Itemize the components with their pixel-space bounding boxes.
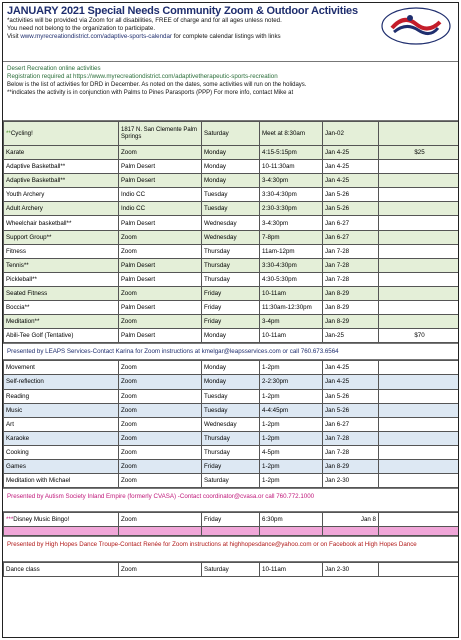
cost-cell [379, 315, 460, 329]
day-cell: Friday [202, 513, 260, 527]
time-cell: 6:30pm [260, 513, 323, 527]
activity-cell: Meditation** [4, 315, 119, 329]
table-row [4, 146, 460, 160]
cost-cell [379, 445, 460, 459]
visit-suffix: for complete calendar listings with links [173, 33, 281, 40]
cost-cell [379, 375, 460, 389]
location-cell: Zoom [119, 230, 202, 244]
location-cell: Palm Desert [119, 216, 202, 230]
dates-cell: Jan-25 [323, 329, 379, 343]
activity-cell: Tennis** [4, 258, 119, 272]
organization-logo-icon [380, 6, 452, 46]
time-cell: 10-11am [260, 286, 323, 300]
page-title: JANUARY 2021 Special Needs Community Zoom & Outdoor Activities [7, 5, 358, 17]
intro-line-2: You need not belong to the organization to participate. [7, 25, 156, 32]
cost-cell [379, 389, 460, 403]
day-cell: Saturday [202, 474, 260, 488]
location-cell: Palm Desert [119, 160, 202, 174]
location-cell: Zoom [119, 417, 202, 431]
cost-cell [379, 513, 460, 527]
table-row [4, 563, 460, 577]
activity-cell: Boccia** [4, 301, 119, 315]
dates-cell: Jan 5-26 [323, 188, 379, 202]
high-hopes-activities-table [3, 562, 459, 577]
time-cell: 4-4:45pm [260, 403, 323, 417]
activity-cell: Adaptive Basketball** [4, 160, 119, 174]
page-header [3, 3, 458, 61]
cost-cell [379, 417, 460, 431]
dates-cell: Jan-02 [323, 122, 379, 146]
table-row [4, 272, 460, 286]
dates-cell: Jan 5-26 [323, 389, 379, 403]
divider-cell [323, 527, 379, 536]
day-cell: Monday [202, 361, 260, 375]
location-cell: Zoom [119, 563, 202, 577]
location-cell: Zoom [119, 375, 202, 389]
desert-recreation-section [3, 61, 458, 121]
time-cell: 1-2pm [260, 389, 323, 403]
location-cell: Zoom [119, 361, 202, 375]
day-cell: Friday [202, 459, 260, 473]
pink-divider-row [4, 527, 460, 536]
activity-cell: Meditation with Michael [4, 474, 119, 488]
location-cell: Palm Desert [119, 301, 202, 315]
day-cell: Thursday [202, 258, 260, 272]
cost-cell [379, 188, 460, 202]
dates-cell: Jan 2-30 [323, 474, 379, 488]
activity-cell: Dance class [4, 563, 119, 577]
location-cell: Zoom [119, 474, 202, 488]
registration-link[interactable]: Registration required at https://www.myrecreationdistrict.com/adaptivetherapeutic-sports-recreation [7, 73, 278, 80]
high-hopes-banner: Presented by High Hopes Dance Troupe-Contact Renée for Zoom instructions at highhopesdance@yahoo.com or on Facebook at High Hopes Dance [3, 536, 458, 562]
day-cell: Friday [202, 301, 260, 315]
cost-cell [379, 301, 460, 315]
activity-cell: Music [4, 403, 119, 417]
location-cell: Indio CC [119, 188, 202, 202]
table-row [4, 286, 460, 300]
dates-cell: Jan 7-28 [323, 431, 379, 445]
visit-prefix: Visit [7, 33, 19, 40]
location-cell: 1817 N. San Clemente Palm Springs [119, 122, 202, 146]
table-row [4, 459, 460, 473]
dates-cell: Jan 8-29 [323, 286, 379, 300]
cost-cell [379, 431, 460, 445]
day-cell: Friday [202, 315, 260, 329]
activity-cell: Art [4, 417, 119, 431]
table-row [4, 122, 460, 146]
activity-cell: Movement [4, 361, 119, 375]
activity-cell: Cooking [4, 445, 119, 459]
day-cell: Monday [202, 375, 260, 389]
table-row [4, 389, 460, 403]
dates-cell: Jan 8-29 [323, 315, 379, 329]
table-row [4, 188, 460, 202]
time-cell: 3:30-4:30pm [260, 188, 323, 202]
autism-activities-table [3, 512, 459, 536]
table-row [4, 445, 460, 459]
location-cell: Zoom [119, 146, 202, 160]
divider-cell [119, 527, 202, 536]
dates-cell: Jan 5-26 [323, 202, 379, 216]
location-cell: Zoom [119, 244, 202, 258]
location-cell: Palm Desert [119, 258, 202, 272]
time-cell: 7-8pm [260, 230, 323, 244]
calendar-link[interactable]: www.myrecreationdistrict.com/adaptive-sports-calendar [20, 33, 172, 40]
time-cell: 3-4:30pm [260, 216, 323, 230]
time-cell: 11am-12pm [260, 244, 323, 258]
dates-cell: Jan 7-28 [323, 244, 379, 258]
day-cell: Saturday [202, 122, 260, 146]
dates-cell: Jan 7-28 [323, 445, 379, 459]
day-cell: Monday [202, 174, 260, 188]
dates-cell: Jan 2-30 [323, 563, 379, 577]
day-cell: Wednesday [202, 216, 260, 230]
time-cell: 2:30-3:30pm [260, 202, 323, 216]
cost-cell [379, 403, 460, 417]
time-cell: 4-5pm [260, 445, 323, 459]
calendar-page [2, 2, 459, 638]
activity-cell: Karaoke [4, 431, 119, 445]
table-row [4, 403, 460, 417]
time-cell: 3-4:30pm [260, 174, 323, 188]
cost-cell: $25 [379, 146, 460, 160]
activity-cell: Pickleball** [4, 272, 119, 286]
time-cell: 1-2pm [260, 431, 323, 445]
drd-note-1: Below is the list of activities for DRD in December. As noted on the dates, some activities will run on the holidays. [7, 82, 307, 88]
table-row [4, 329, 460, 343]
time-cell: 1-2pm [260, 361, 323, 375]
cost-cell [379, 230, 460, 244]
location-cell: Zoom [119, 513, 202, 527]
time-cell: 3:30-4:30pm [260, 258, 323, 272]
table-row [4, 202, 460, 216]
activity-cell: Support Group** [4, 230, 119, 244]
activity-cell: Seated Fitness [4, 286, 119, 300]
time-cell: 10-11:30am [260, 160, 323, 174]
dates-cell: Jan 6-27 [323, 230, 379, 244]
activity-cell: Reading [4, 389, 119, 403]
day-cell: Monday [202, 160, 260, 174]
divider-cell [379, 527, 460, 536]
dates-cell: Jan 8-29 [323, 301, 379, 315]
activity-cell: Adaptive Basketball** [4, 174, 119, 188]
dates-cell: Jan 4-25 [323, 146, 379, 160]
table-row [4, 244, 460, 258]
table-row [4, 258, 460, 272]
autism-society-banner: Presented by Autism Society Inland Empire (formerly CVASA) -Contact coordinator@cvasa.or call 760.772.1000 [3, 488, 458, 512]
cost-cell [379, 563, 460, 577]
day-cell: Monday [202, 329, 260, 343]
time-cell: 1-2pm [260, 474, 323, 488]
activity-cell: Self-reflection [4, 375, 119, 389]
table-row [4, 216, 460, 230]
activity-cell: Karate [4, 146, 119, 160]
day-cell: Thursday [202, 445, 260, 459]
table-row [4, 513, 460, 527]
dates-cell: Jan 4-25 [323, 160, 379, 174]
table-row [4, 160, 460, 174]
table-row [4, 431, 460, 445]
desert-recreation-heading: Desert Recreation online activities [7, 65, 101, 72]
cost-cell [379, 258, 460, 272]
table-row [4, 417, 460, 431]
time-cell: 2-2:30pm [260, 375, 323, 389]
table-row [4, 301, 460, 315]
dates-cell: Jan 8 [323, 513, 379, 527]
activity-cell: Games [4, 459, 119, 473]
time-cell: Meet at 8:30am [260, 122, 323, 146]
cost-cell [379, 272, 460, 286]
leaps-activities-table [3, 360, 459, 488]
dates-cell: Jan 4-25 [323, 375, 379, 389]
activity-cell: ***Disney Music Bingo! [4, 513, 119, 527]
cost-cell [379, 174, 460, 188]
dates-cell: Jan 5-26 [323, 403, 379, 417]
time-cell: 1-2pm [260, 417, 323, 431]
day-cell: Tuesday [202, 202, 260, 216]
day-cell: Wednesday [202, 230, 260, 244]
leaps-banner: Presented by LEAPS Services-Contact Karina for Zoom instructions at kmelgar@leapsservices.com or call 760.673.6564 [3, 343, 458, 360]
dates-cell: Jan 7-28 [323, 272, 379, 286]
table-row [4, 474, 460, 488]
activity-cell: Adult Archery [4, 202, 119, 216]
location-cell: Zoom [119, 403, 202, 417]
table-row [4, 361, 460, 375]
time-cell: 10-11am [260, 329, 323, 343]
time-cell: 4:30-5:30pm [260, 272, 323, 286]
dates-cell: Jan 8-29 [323, 459, 379, 473]
location-cell: Zoom [119, 431, 202, 445]
dates-cell: Jan 6-27 [323, 216, 379, 230]
cost-cell [379, 244, 460, 258]
cost-cell [379, 459, 460, 473]
asterisk-marker: *** [6, 516, 14, 524]
location-cell: Palm Desert [119, 329, 202, 343]
table-row [4, 174, 460, 188]
table-row [4, 230, 460, 244]
location-cell: Palm Desert [119, 174, 202, 188]
location-cell: Indio CC [119, 202, 202, 216]
day-cell: Wednesday [202, 417, 260, 431]
location-cell: Zoom [119, 459, 202, 473]
cost-cell [379, 160, 460, 174]
cost-cell: $70 [379, 329, 460, 343]
time-cell: 1-2pm [260, 459, 323, 473]
location-cell: Palm Desert [119, 272, 202, 286]
time-cell: 11:30am-12:30pm [260, 301, 323, 315]
location-cell: Zoom [119, 315, 202, 329]
day-cell: Thursday [202, 272, 260, 286]
location-cell: Zoom [119, 445, 202, 459]
cost-cell [379, 361, 460, 375]
day-cell: Tuesday [202, 403, 260, 417]
day-cell: Thursday [202, 244, 260, 258]
table-row [4, 315, 460, 329]
dates-cell: Jan 7-28 [323, 258, 379, 272]
day-cell: Monday [202, 146, 260, 160]
divider-cell [4, 527, 119, 536]
asterisk-marker: ** [6, 130, 11, 137]
time-cell: 4:15-5:15pm [260, 146, 323, 160]
drd-note-2: **indicates the activity is in conjunction with Palms to Pines Parasports (PPP) For more info, contact Mike at [7, 90, 294, 96]
dates-cell: Jan 4-25 [323, 174, 379, 188]
activity-cell: Fitness [4, 244, 119, 258]
cost-cell [379, 216, 460, 230]
activity-cell: Wheelchair basketball** [4, 216, 119, 230]
activity-cell: Youth Archery [4, 188, 119, 202]
divider-cell [202, 527, 260, 536]
day-cell: Tuesday [202, 188, 260, 202]
day-cell: Tuesday [202, 389, 260, 403]
cost-cell [379, 202, 460, 216]
activity-cell: Abili-Tee Golf (Tentative) [4, 329, 119, 343]
intro-line-1: *activities will be provided via Zoom for all disabilities, FREE of charge and for all ages unless noted. [7, 17, 282, 24]
time-cell: 10-11am [260, 563, 323, 577]
location-cell: Zoom [119, 389, 202, 403]
table-row [4, 375, 460, 389]
drd-activities-table [3, 121, 459, 343]
divider-cell [260, 527, 323, 536]
day-cell: Friday [202, 286, 260, 300]
activity-cell: **Cycling! [4, 122, 119, 146]
cost-cell [379, 122, 460, 146]
day-cell: Saturday [202, 563, 260, 577]
day-cell: Thursday [202, 431, 260, 445]
time-cell: 3-4pm [260, 315, 323, 329]
cost-cell [379, 286, 460, 300]
cost-cell [379, 474, 460, 488]
dates-cell: Jan 6-27 [323, 417, 379, 431]
dates-cell: Jan 4-25 [323, 361, 379, 375]
location-cell: Zoom [119, 286, 202, 300]
